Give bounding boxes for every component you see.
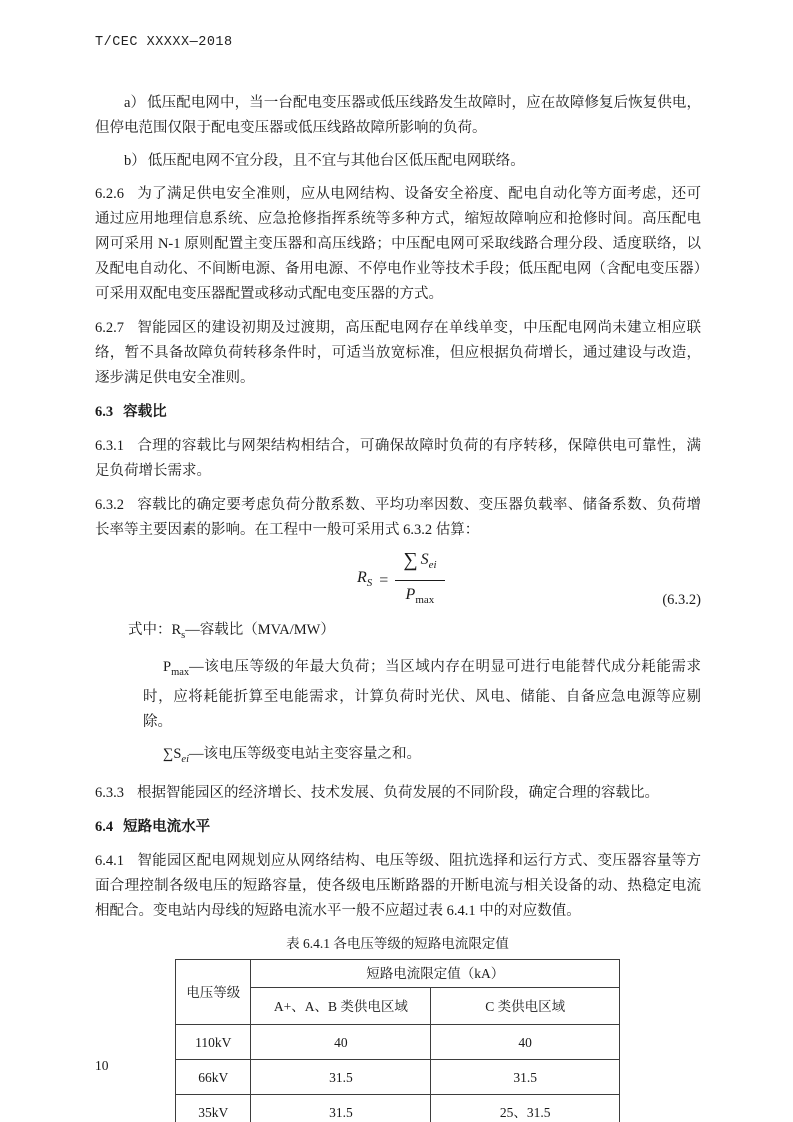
cell-c-region: 31.5 [431,1060,620,1095]
section-heading-6-3 [95,400,701,425]
cell-c-region: 25、31.5 [431,1095,620,1122]
list-item-a [95,91,701,141]
clause-number: 6.2.7 [95,320,124,336]
doc-code-header: T/CEC XXXXX—2018 [95,35,233,50]
capacity-load-ratio-formula [357,547,445,613]
section-title: 容载比 [123,404,167,420]
cell-ab-region: 31.5 [251,1095,431,1122]
clause-text: 智能园区配电网规划应从网络结构、电压等级、阻抗选择和运行方式、变压器容量等方面合理控制各级电压的短路容量，使各级电压断路器的开断电流与相关设备的动、热稳定电流相配合。变电站内母线的短路电流水平一般不应超过表 6.4.1 中的对应数值。 [95,853,701,920]
page-number: 10 [95,1058,109,1073]
clause-6-4-1 [95,849,701,924]
list-item-text: 低压配电网中，当一台配电变压器或低压线路发生故障时，应在故障修复后恢复供电，但停电范围仅限于配电变压器或低压线路故障所影响的负荷。 [95,95,701,136]
list-item-label: a） [124,95,146,111]
clause-text: 容载比的确定要考虑负荷分散系数、平均功率因数、变压器负载率、储备系数、负荷增长率等主要因素的影响。在工程中一般可采用式 6.3.2 估算： [95,497,701,538]
sigma-symbol: ∑ [403,549,418,571]
table-row [176,1060,620,1095]
equation-number: (6.3.2) [662,592,701,609]
clause-6-3-3 [95,781,701,806]
clause-text: 为了满足供电安全准则，应从电网结构、设备安全裕度、配电自动化等方面考虑，还可通过应用地理信息系统、应急抢修指挥系统等多种方式，缩短故障响应和抢修时间。高压配电网可采用 N-1 原则配置主变压器和高压线路；中压配电网可采取线路合理分段、适度联络，以及配电自动化、不间断电源、备用电源、不停电作业等技术手段；低压配电网（含配电变压器）可采用双配电变压器配置或移动式配电变压器的方式。 [95,186,701,302]
pmax-symbol: $P_{max}$ [163,659,190,679]
section-number: 6.3 [95,404,114,420]
clause-text: 合理的容载比与网架结构相结合，可确保故障时负荷的有序转移，保障供电可靠性，满足负荷增长需求。 [95,438,701,479]
table-row [176,1025,620,1060]
cell-c-region: 40 [431,1025,620,1060]
table-row [176,1095,620,1122]
sum-sei-symbol: $\sum S_{ei}$ [163,746,189,766]
cell-voltage: 66kV [176,1060,251,1095]
short-circuit-current-table [175,959,620,1122]
clause-text: 智能园区的建设初期及过渡期，高压配电网存在单线单变，中压配电网尚未建立相应联络，暂不具备故障负荷转移条件时，可适当放宽标准，但应根据负荷增长，通过建设与改造，逐步满足供电安全准则。 [95,320,701,386]
list-item-b [95,149,701,174]
sei-description: —该电压等级变电站主变容量之和。 [189,746,421,763]
where-sei-line [95,742,701,772]
table-6-4-1-block [175,934,620,1122]
cell-ab-region: 40 [251,1025,431,1060]
cell-ab-region: 31.5 [251,1060,431,1095]
clause-6-3-1 [95,434,701,484]
section-number: 6.4 [95,819,114,836]
header-voltage-level: 电压等级 [176,960,251,1025]
clause-text: 根据智能园区的经济增长、技术发展、负荷发展的不同阶段，确定合理的容载比。 [137,785,659,802]
where-rs-line [95,618,701,648]
cell-voltage: 110kV [176,1025,251,1060]
clause-number: 6.4.1 [95,853,124,870]
clause-number: 6.3.3 [95,785,124,802]
where-intro-label: 式中： [128,622,172,639]
pmax-description: —该电压等级的年最大负荷；当区域内存在明显可进行电能替代成分耗能需求时，应将耗能折算至电能需求，计算负荷时光伏、风电、储能、自备应急电源等应剔除。 [143,659,701,731]
rs-symbol: $R_s$ [171,622,186,642]
clause-6-3-2 [95,493,701,543]
list-item-label: b） [124,153,146,169]
clause-number: 6.3.2 [95,497,124,513]
section-title: 短路电流水平 [123,819,211,836]
equals-sign: = [379,571,389,589]
header-limit-group: 短路电流限定值（kA） [251,960,620,988]
clause-6-2-7 [95,316,701,391]
where-pmax-line [95,655,701,735]
fraction-numerator: ∑ $S_{ei}$ [395,547,444,581]
header-region-ab: A+、A、B 类供电区域 [251,988,431,1025]
table-caption: 表 6.4.1 各电压等级的短路电流限定值 [286,936,509,952]
list-item-text: 低压配电网不宜分段，且不宜与其他台区低压配电网联络。 [147,153,525,169]
rs-description: —容载比（MVA/MW） [185,622,335,639]
header-region-c: C 类供电区域 [431,988,620,1025]
fraction-denominator: $P_{max}$ [405,586,435,607]
cell-voltage: 35kV [176,1095,251,1122]
formula-block-6-3-2 [95,547,701,613]
clause-number: 6.3.1 [95,438,124,454]
section-heading-6-4 [95,815,701,840]
clause-number: 6.2.6 [95,186,124,202]
clause-6-2-6 [95,182,701,307]
formula-fraction [395,547,444,613]
formula-lhs: $R_S$ [357,568,373,589]
